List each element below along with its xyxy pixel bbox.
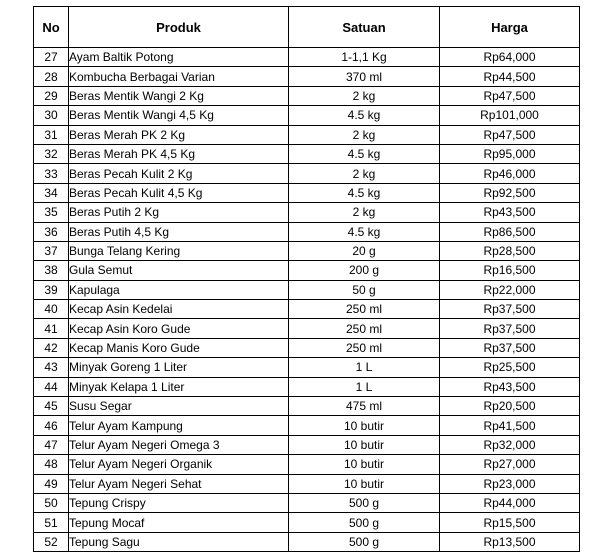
cell-produk: Beras Merah PK 2 Kg bbox=[69, 125, 289, 144]
cell-satuan: 10 butir bbox=[289, 474, 440, 493]
cell-produk: Gula Semut bbox=[69, 261, 289, 280]
cell-produk: Beras Putih 2 Kg bbox=[69, 203, 289, 222]
cell-produk: Kecap Asin Kedelai bbox=[69, 300, 289, 319]
cell-satuan: 50 g bbox=[289, 280, 440, 299]
cell-produk: Beras Mentik Wangi 2 Kg bbox=[69, 86, 289, 105]
cell-no: 32 bbox=[34, 144, 69, 163]
table-row bbox=[34, 203, 580, 222]
cell-harga: Rp20,500 bbox=[440, 397, 580, 416]
cell-harga: Rp92,500 bbox=[440, 183, 580, 202]
cell-no: 30 bbox=[34, 106, 69, 125]
cell-produk: Tepung Sagu bbox=[69, 532, 289, 551]
cell-satuan: 10 butir bbox=[289, 455, 440, 474]
cell-no: 35 bbox=[34, 203, 69, 222]
header-no: No bbox=[34, 7, 69, 48]
cell-no: 37 bbox=[34, 241, 69, 260]
cell-produk: Kombucha Berbagai Varian bbox=[69, 67, 289, 86]
header-produk: Produk bbox=[69, 7, 289, 48]
cell-no: 33 bbox=[34, 164, 69, 183]
cell-no: 47 bbox=[34, 435, 69, 454]
cell-satuan: 2 kg bbox=[289, 164, 440, 183]
cell-no: 49 bbox=[34, 474, 69, 493]
cell-produk: Tepung Mocaf bbox=[69, 513, 289, 532]
cell-harga: Rp44,000 bbox=[440, 493, 580, 512]
cell-harga: Rp37,500 bbox=[440, 319, 580, 338]
cell-no: 27 bbox=[34, 48, 69, 67]
table-row bbox=[34, 86, 580, 105]
cell-harga: Rp15,500 bbox=[440, 513, 580, 532]
table-row bbox=[34, 493, 580, 512]
cell-no: 31 bbox=[34, 125, 69, 144]
table-row bbox=[34, 241, 580, 260]
cell-produk: Telur Ayam Negeri Sehat bbox=[69, 474, 289, 493]
cell-produk: Telur Ayam Negeri Omega 3 bbox=[69, 435, 289, 454]
cell-produk: Beras Mentik Wangi 4,5 Kg bbox=[69, 106, 289, 125]
cell-satuan: 250 ml bbox=[289, 319, 440, 338]
cell-no: 36 bbox=[34, 222, 69, 241]
cell-harga: Rp46,000 bbox=[440, 164, 580, 183]
table-row bbox=[34, 338, 580, 357]
cell-no: 41 bbox=[34, 319, 69, 338]
cell-produk: Telur Ayam Negeri Organik bbox=[69, 455, 289, 474]
cell-satuan: 500 g bbox=[289, 493, 440, 512]
cell-no: 43 bbox=[34, 358, 69, 377]
cell-produk: Bunga Telang Kering bbox=[69, 241, 289, 260]
table-row bbox=[34, 300, 580, 319]
cell-no: 39 bbox=[34, 280, 69, 299]
cell-satuan: 500 g bbox=[289, 513, 440, 532]
cell-harga: Rp22,000 bbox=[440, 280, 580, 299]
cell-no: 45 bbox=[34, 397, 69, 416]
cell-harga: Rp25,500 bbox=[440, 358, 580, 377]
cell-harga: Rp44,500 bbox=[440, 67, 580, 86]
cell-satuan: 10 butir bbox=[289, 416, 440, 435]
table-row bbox=[34, 532, 580, 551]
header-row bbox=[34, 7, 580, 48]
cell-satuan: 1 L bbox=[289, 358, 440, 377]
table-row bbox=[34, 397, 580, 416]
cell-satuan: 1 L bbox=[289, 377, 440, 396]
cell-satuan: 4.5 kg bbox=[289, 222, 440, 241]
cell-satuan: 2 kg bbox=[289, 125, 440, 144]
table-row bbox=[34, 416, 580, 435]
cell-produk: Susu Segar bbox=[69, 397, 289, 416]
cell-produk: Kecap Asin Koro Gude bbox=[69, 319, 289, 338]
cell-harga: Rp43,500 bbox=[440, 377, 580, 396]
cell-no: 40 bbox=[34, 300, 69, 319]
table-row bbox=[34, 319, 580, 338]
table-row bbox=[34, 106, 580, 125]
cell-harga: Rp86,500 bbox=[440, 222, 580, 241]
table-row bbox=[34, 377, 580, 396]
cell-no: 42 bbox=[34, 338, 69, 357]
cell-satuan: 10 butir bbox=[289, 435, 440, 454]
cell-produk: Minyak Kelapa 1 Liter bbox=[69, 377, 289, 396]
cell-produk: Beras Pecah Kulit 2 Kg bbox=[69, 164, 289, 183]
cell-no: 29 bbox=[34, 86, 69, 105]
table-row bbox=[34, 222, 580, 241]
cell-no: 48 bbox=[34, 455, 69, 474]
cell-harga: Rp95,000 bbox=[440, 144, 580, 163]
cell-produk: Tepung Crispy bbox=[69, 493, 289, 512]
cell-satuan: 4.5 kg bbox=[289, 106, 440, 125]
table-row bbox=[34, 513, 580, 532]
cell-satuan: 2 kg bbox=[289, 203, 440, 222]
cell-harga: Rp64,000 bbox=[440, 48, 580, 67]
cell-harga: Rp32,000 bbox=[440, 435, 580, 454]
cell-satuan: 250 ml bbox=[289, 338, 440, 357]
cell-satuan: 2 kg bbox=[289, 86, 440, 105]
cell-produk: Ayam Baltik Potong bbox=[69, 48, 289, 67]
cell-harga: Rp47,500 bbox=[440, 125, 580, 144]
cell-produk: Beras Putih 4,5 Kg bbox=[69, 222, 289, 241]
cell-satuan: 370 ml bbox=[289, 67, 440, 86]
cell-no: 28 bbox=[34, 67, 69, 86]
cell-no: 44 bbox=[34, 377, 69, 396]
cell-satuan: 250 ml bbox=[289, 300, 440, 319]
cell-satuan: 4.5 kg bbox=[289, 183, 440, 202]
cell-satuan: 20 g bbox=[289, 241, 440, 260]
header-satuan: Satuan bbox=[289, 7, 440, 48]
price-table bbox=[33, 6, 580, 552]
cell-produk: Telur Ayam Kampung bbox=[69, 416, 289, 435]
table-row bbox=[34, 358, 580, 377]
cell-produk: Beras Pecah Kulit 4,5 Kg bbox=[69, 183, 289, 202]
cell-harga: Rp47,500 bbox=[440, 86, 580, 105]
cell-harga: Rp13,500 bbox=[440, 532, 580, 551]
cell-no: 52 bbox=[34, 532, 69, 551]
table-row bbox=[34, 67, 580, 86]
table-row bbox=[34, 183, 580, 202]
cell-harga: Rp23,000 bbox=[440, 474, 580, 493]
cell-produk: Kecap Manis Koro Gude bbox=[69, 338, 289, 357]
cell-harga: Rp28,500 bbox=[440, 241, 580, 260]
cell-no: 50 bbox=[34, 493, 69, 512]
table-row bbox=[34, 280, 580, 299]
table-row bbox=[34, 125, 580, 144]
cell-satuan: 500 g bbox=[289, 532, 440, 551]
table-row bbox=[34, 474, 580, 493]
cell-produk: Kapulaga bbox=[69, 280, 289, 299]
table-row bbox=[34, 48, 580, 67]
table-row bbox=[34, 144, 580, 163]
cell-satuan: 1-1,1 Kg bbox=[289, 48, 440, 67]
cell-satuan: 200 g bbox=[289, 261, 440, 280]
cell-harga: Rp27,000 bbox=[440, 455, 580, 474]
cell-produk: Beras Merah PK 4,5 Kg bbox=[69, 144, 289, 163]
cell-harga: Rp101,000 bbox=[440, 106, 580, 125]
cell-harga: Rp41,500 bbox=[440, 416, 580, 435]
cell-harga: Rp16,500 bbox=[440, 261, 580, 280]
cell-harga: Rp43,500 bbox=[440, 203, 580, 222]
cell-no: 38 bbox=[34, 261, 69, 280]
cell-no: 51 bbox=[34, 513, 69, 532]
cell-harga: Rp37,500 bbox=[440, 338, 580, 357]
cell-satuan: 475 ml bbox=[289, 397, 440, 416]
table-row bbox=[34, 455, 580, 474]
cell-harga: Rp37,500 bbox=[440, 300, 580, 319]
cell-no: 34 bbox=[34, 183, 69, 202]
table-row bbox=[34, 164, 580, 183]
header-harga: Harga bbox=[440, 7, 580, 48]
table-row bbox=[34, 261, 580, 280]
table-row bbox=[34, 435, 580, 454]
cell-no: 46 bbox=[34, 416, 69, 435]
cell-satuan: 4.5 kg bbox=[289, 144, 440, 163]
cell-produk: Minyak Goreng 1 Liter bbox=[69, 358, 289, 377]
